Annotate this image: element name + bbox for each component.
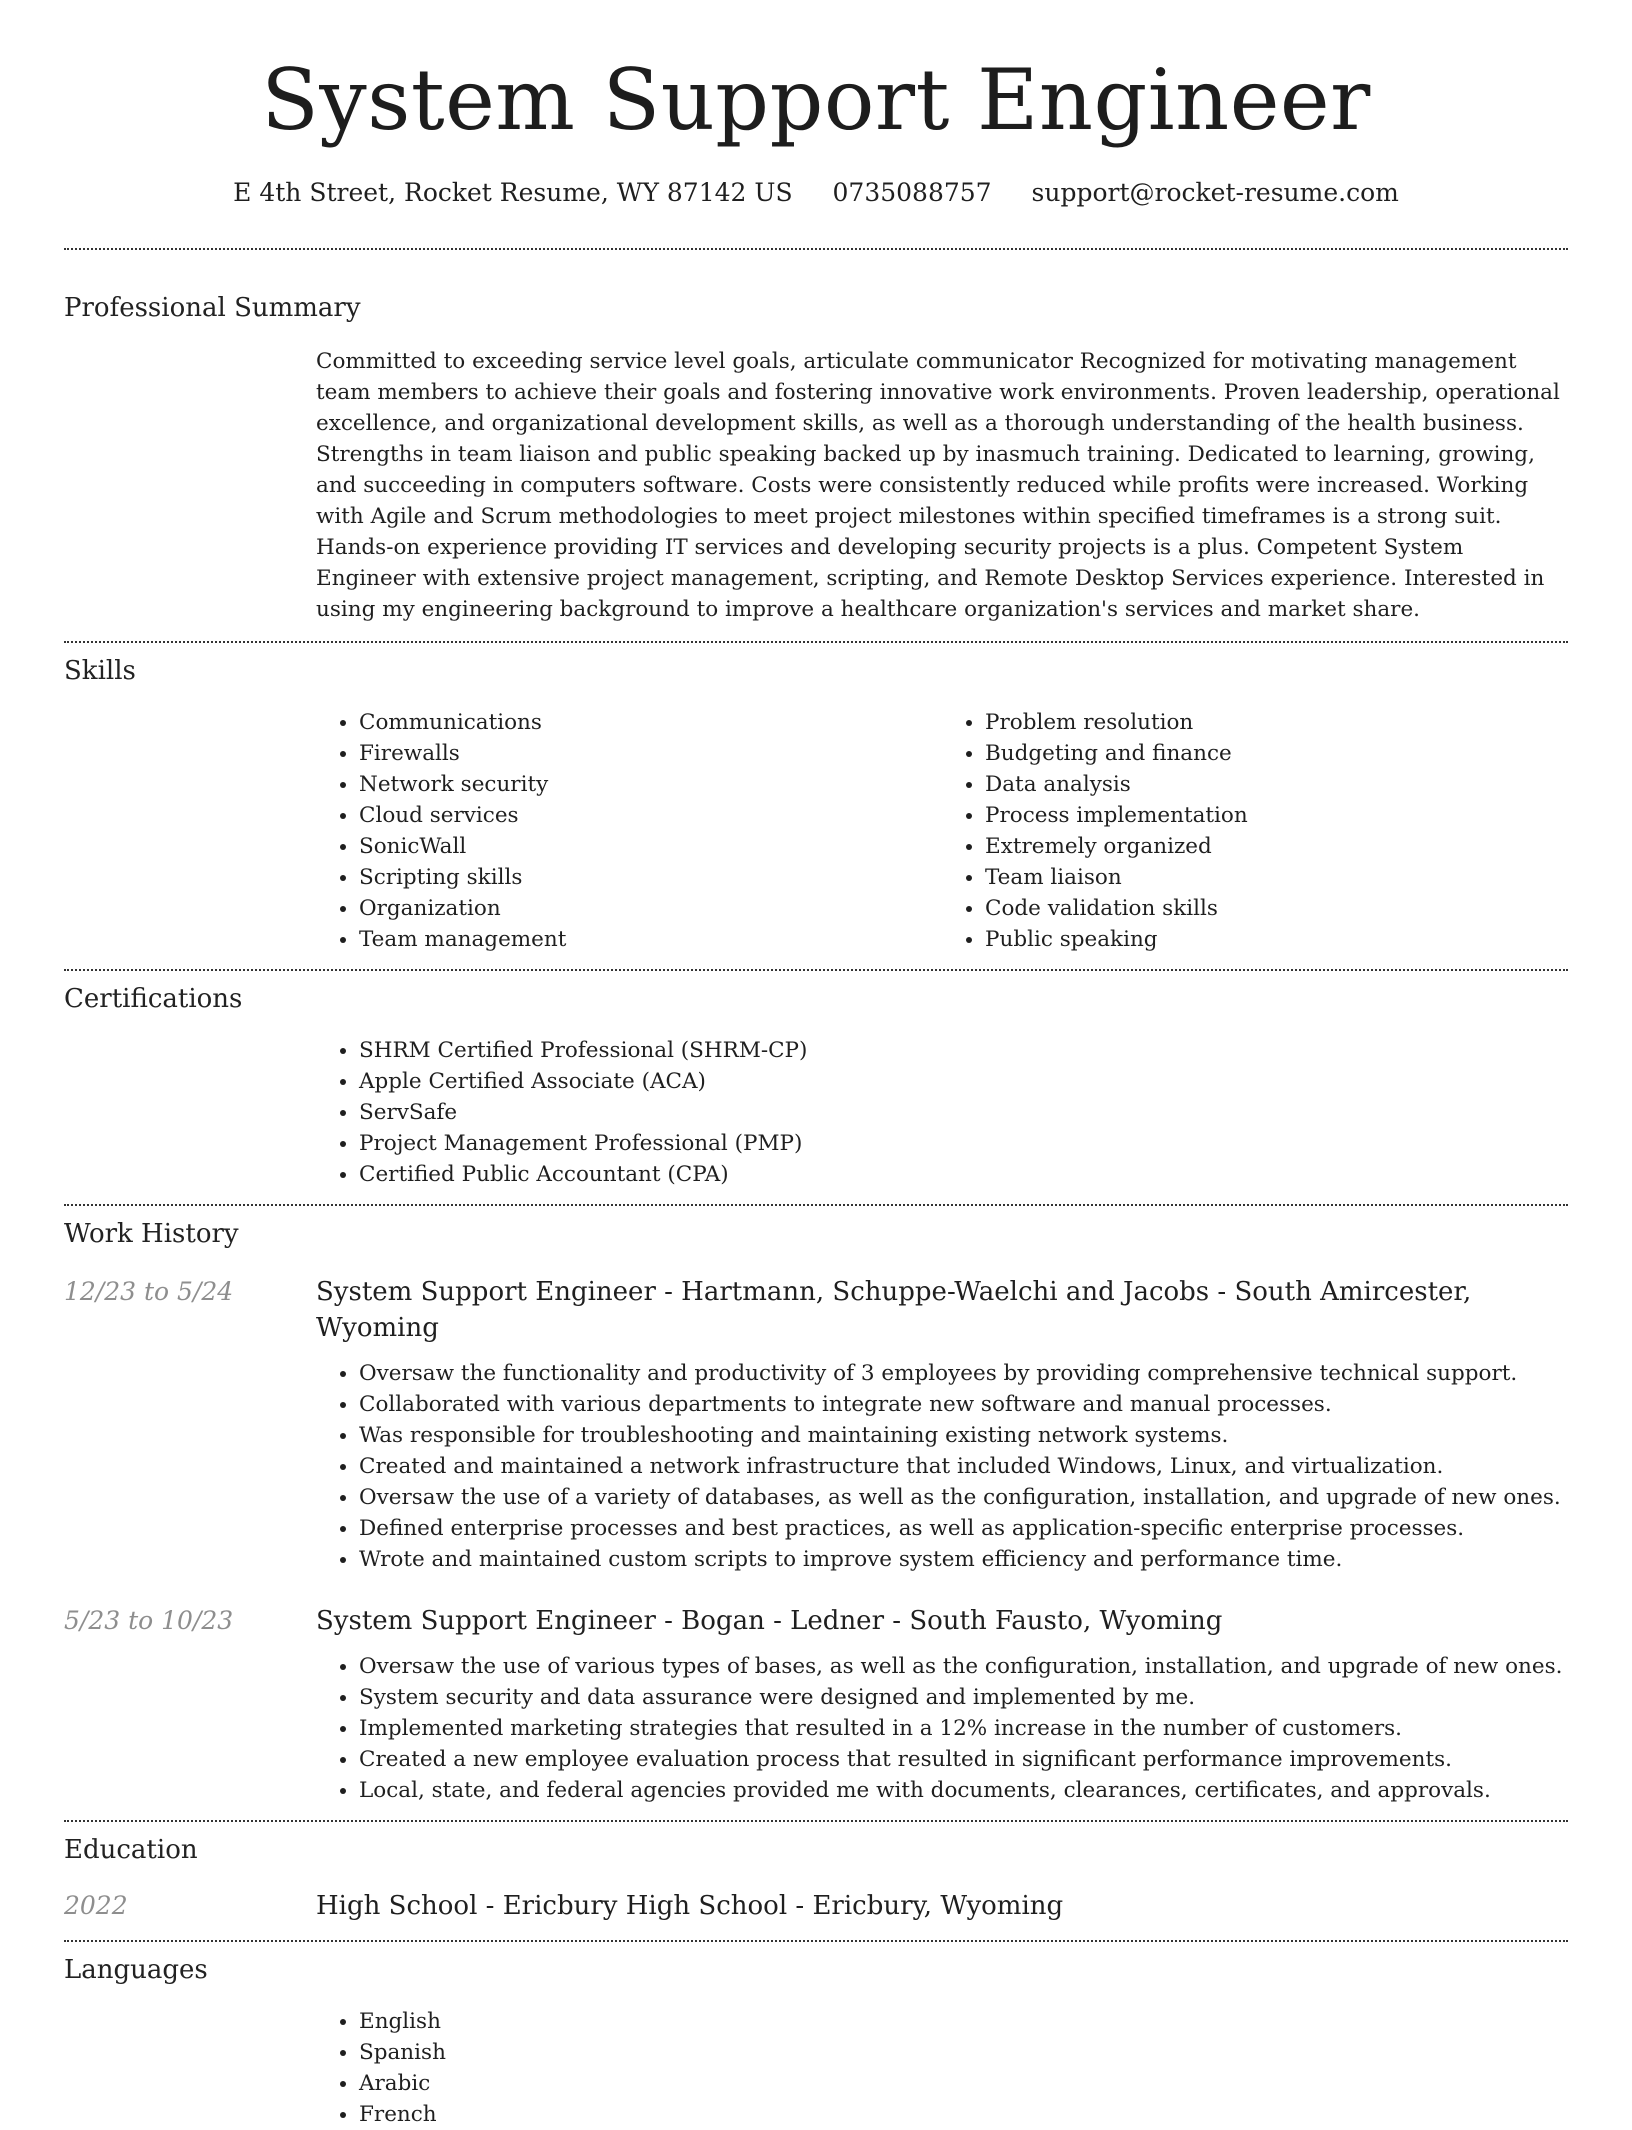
skill-item: • Organization bbox=[359, 893, 942, 924]
job-bullet: • System security and data assurance were designed and implemented by me. bbox=[359, 1682, 1568, 1713]
education-section bbox=[0, 1832, 1632, 1924]
job-bullet: • Was responsible for troubleshooting and maintaining existing network systems. bbox=[359, 1420, 1568, 1451]
job-dates: 5/23 to 10/23 bbox=[64, 1606, 234, 1635]
job-bullets bbox=[316, 1651, 1568, 1806]
skill-item: • Problem resolution bbox=[985, 707, 1568, 738]
job-bullet: • Defined enterprise processes and best practices, as well as application-specific enterprise processes. bbox=[359, 1513, 1568, 1544]
skill-item: • Code validation skills bbox=[985, 893, 1568, 924]
skills-section bbox=[0, 653, 1632, 955]
certification-item: • ServSafe bbox=[359, 1097, 1568, 1128]
education-heading: High School - Ericbury High School - Ericbury, Wyoming bbox=[316, 1891, 1064, 1921]
job-bullet: • Wrote and maintained custom scripts to improve system efficiency and performance time. bbox=[359, 1544, 1568, 1575]
skill-item: • Process implementation bbox=[985, 800, 1568, 831]
language-item: • Spanish bbox=[359, 2037, 1568, 2068]
skill-item: • Data analysis bbox=[985, 769, 1568, 800]
section-divider bbox=[64, 1940, 1568, 1942]
certifications-title: Certifications bbox=[64, 984, 243, 1014]
skill-item: • Communications bbox=[359, 707, 942, 738]
languages-list bbox=[316, 2006, 1568, 2130]
education-title: Education bbox=[64, 1835, 198, 1865]
skills-list-right bbox=[942, 707, 1568, 955]
contact-email: support@rocket-resume.com bbox=[1031, 178, 1399, 207]
summary-section bbox=[0, 290, 1632, 625]
section-divider bbox=[64, 248, 1568, 250]
contact-address: E 4th Street, Rocket Resume, WY 87142 US bbox=[233, 178, 793, 207]
skill-item: • Network security bbox=[359, 769, 942, 800]
section-divider bbox=[64, 641, 1568, 643]
job-bullet: • Oversaw the use of a variety of databases, as well as the configuration, installation, and upgrade of new ones. bbox=[359, 1482, 1568, 1513]
skills-title: Skills bbox=[64, 656, 136, 686]
job-bullet: • Implemented marketing strategies that resulted in a 12% increase in the number of customers. bbox=[359, 1713, 1568, 1744]
job-bullet: • Collaborated with various departments to integrate new software and manual processes. bbox=[359, 1389, 1568, 1420]
contact-line bbox=[0, 176, 1632, 210]
language-item: • French bbox=[359, 2099, 1568, 2130]
education-year: 2022 bbox=[64, 1891, 128, 1920]
job-bullet: • Oversaw the functionality and productivity of 3 employees by providing comprehensive technical support. bbox=[359, 1358, 1568, 1389]
skill-item: • Firewalls bbox=[359, 738, 942, 769]
section-divider bbox=[64, 969, 1568, 971]
job-entry bbox=[0, 1603, 1632, 1806]
skill-item: • Team liaison bbox=[985, 862, 1568, 893]
job-heading: System Support Engineer - Hartmann, Schuppe-Waelchi and Jacobs - South Amircester, Wyoming bbox=[316, 1277, 1472, 1343]
resume-name: System Support Engineer bbox=[261, 51, 1371, 149]
certification-item: • SHRM Certified Professional (SHRM-CP) bbox=[359, 1035, 1568, 1066]
certifications-section bbox=[0, 981, 1632, 1190]
job-entry bbox=[0, 1274, 1632, 1575]
job-bullets bbox=[316, 1358, 1568, 1575]
section-divider bbox=[64, 1820, 1568, 1822]
job-bullet: • Oversaw the use of various types of bases, as well as the configuration, installation, and upgrade of new ones. bbox=[359, 1651, 1568, 1682]
job-bullet: • Local, state, and federal agencies provided me with documents, clearances, certificates, and approvals. bbox=[359, 1775, 1568, 1806]
skill-item: • Public speaking bbox=[985, 924, 1568, 955]
skill-item: • Scripting skills bbox=[359, 862, 942, 893]
job-bullet: • Created a new employee evaluation process that resulted in significant performance improvements. bbox=[359, 1744, 1568, 1775]
certification-item: • Certified Public Accountant (CPA) bbox=[359, 1159, 1568, 1190]
skill-item: • Team management bbox=[359, 924, 942, 955]
job-heading: System Support Engineer - Bogan - Ledner - South Fausto, Wyoming bbox=[316, 1606, 1223, 1636]
job-bullet: • Created and maintained a network infrastructure that included Windows, Linux, and virtualization. bbox=[359, 1451, 1568, 1482]
work-history-title: Work History bbox=[64, 1219, 239, 1249]
contact-phone: 0735088757 bbox=[832, 178, 992, 207]
job-dates: 12/23 to 5/24 bbox=[64, 1277, 234, 1306]
skills-columns bbox=[316, 707, 1568, 955]
certifications-list bbox=[316, 1035, 1568, 1190]
languages-section bbox=[0, 1952, 1632, 2130]
certification-item: • Apple Certified Associate (ACA) bbox=[359, 1066, 1568, 1097]
skill-item: • Budgeting and finance bbox=[985, 738, 1568, 769]
language-item: • Arabic bbox=[359, 2068, 1568, 2099]
summary-text: Committed to exceeding service level goals, articulate communicator Recognized for motivating management team members to achieve their goals and fostering innovative work environments. Proven leadership, operational excellence, and organizational development skills, as well as a thorough understanding of the health business. Strengths in team liaison and public speaking backed up by inasmuch training. Dedicated to learning, growing, and succeeding in computers software. Costs were consistently reduced while profits were increased. Working with Agile and Scrum methodologies to meet project milestones within specified timeframes is a strong suit. Hands-on experience providing IT services and developing security projects is a plus. Competent System Engineer with extensive project management, scripting, and Remote Desktop Services experience. Interested in using my engineering background to improve a healthcare organization's services and market share. bbox=[316, 349, 1560, 622]
skill-item: • Cloud services bbox=[359, 800, 942, 831]
skills-list-left bbox=[316, 707, 942, 955]
summary-title: Professional Summary bbox=[64, 293, 361, 323]
certification-item: • Project Management Professional (PMP) bbox=[359, 1128, 1568, 1159]
languages-title: Languages bbox=[64, 1955, 208, 1985]
work-history-section bbox=[0, 1216, 1632, 1806]
skill-item: • SonicWall bbox=[359, 831, 942, 862]
skill-item: • Extremely organized bbox=[985, 831, 1568, 862]
section-divider bbox=[64, 1204, 1568, 1206]
language-item: • English bbox=[359, 2006, 1568, 2037]
